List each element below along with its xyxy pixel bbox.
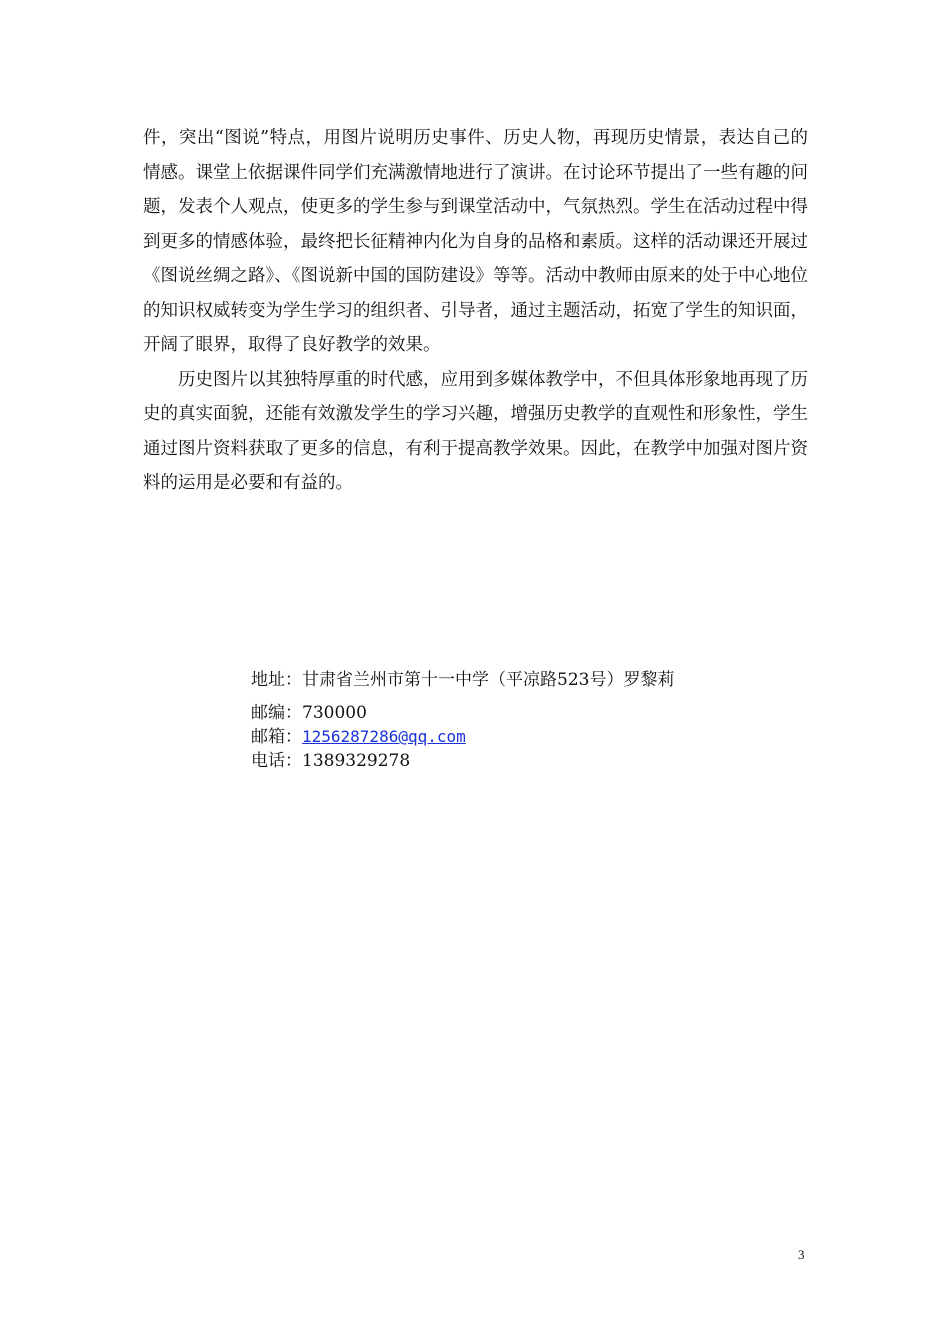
contact-block (251, 665, 811, 773)
email-label: 邮箱： (251, 727, 302, 747)
body-text (143, 121, 808, 501)
phone-label: 电话： (251, 751, 302, 771)
address-label: 地址： (251, 670, 302, 690)
postcode-value: 730000 (302, 703, 367, 723)
address-line (251, 665, 811, 695)
postcode-label: 邮编： (251, 703, 302, 723)
postcode-line (251, 701, 811, 725)
page-number: 3 (798, 1247, 805, 1262)
email-line (251, 725, 811, 749)
paragraph-continued: 件，突出“图说”特点，用图片说明历史事件、历史人物，再现历史情景，表达自己的情感。课堂上依据课件同学们充满激情地进行了演讲。在讨论环节提出了一些有趣的问题，发表个人观点，使更多的学生参与到课堂活动中，气氛热烈。学生在活动过程中得到更多的情感体验，最终把长征精神内化为自身的品格和素质。这样的活动课还开展过《图说丝绸之路》、《图说新中国的国防建设》等等。活动中教师由原来的处于中心地位的知识权威转变为学生学习的组织者、引导者，通过主题活动，拓宽了学生的知识面，开阔了眼界，取得了良好教学的效果。 (143, 128, 808, 355)
phone-line (251, 749, 811, 773)
address-value: 甘肃省兰州市第十一中学（平凉路523号）罗黎莉 (302, 670, 675, 690)
email-link[interactable]: 1256287286@qq.com (302, 727, 466, 746)
paragraph-conclusion: 历史图片以其独特厚重的时代感，应用到多媒体教学中，不但具体形象地再现了历史的真实面貌，还能有效激发学生的学习兴趣，增强历史教学的直观性和形象性，学生通过图片资料获取了更多的信息，有利于提高教学效果。因此，在教学中加强对图片资料的运用是必要和有益的。 (143, 369, 808, 493)
phone-value: 1389329278 (302, 751, 411, 771)
